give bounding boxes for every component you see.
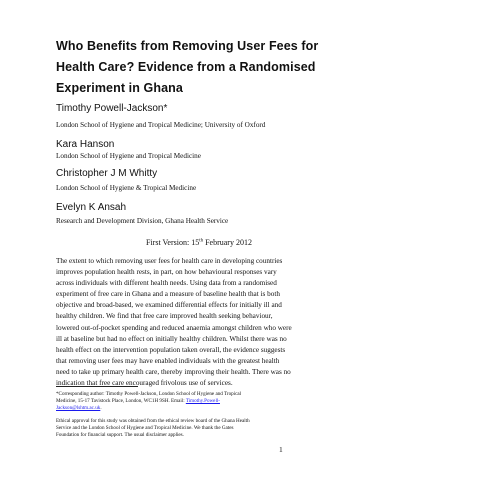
abstract xyxy=(56,256,292,389)
abstract-line: health effect on the intervention population taken overall, the evidence suggests xyxy=(56,345,286,354)
version-prefix: First Version: 15 xyxy=(146,238,200,247)
footnote-corresponding-author xyxy=(56,391,284,413)
author-affiliation: Research and Development Division, Ghana Health Service xyxy=(56,217,229,225)
abstract-line: healthy children. We find that free care improved health seeking behaviour, xyxy=(56,312,273,321)
version-suffix: February 2012 xyxy=(203,238,252,247)
version-date xyxy=(0,238,398,247)
footnote-line: Ethical approval for this study was obtained from the ethical review board of the Ghana Health xyxy=(56,418,250,424)
author-affiliation: London School of Hygiene and Tropical Medicine; University of Oxford xyxy=(56,121,266,129)
footnote-line: Service and the London School of Hygiene and Tropical Medicine. We thank the Gates xyxy=(56,425,234,432)
footnote-divider xyxy=(56,386,138,387)
abstract-line: ill at baseline but had no effect on initially healthy children. Whilst there was no xyxy=(56,334,287,343)
abstract-line: that removing user fees may have enabled individuals with the greatest health xyxy=(56,356,280,365)
footnote-line: Foundation for financial support. The usual disclaimer applies. xyxy=(56,432,184,439)
footnote-line: *Corresponding author: Timothy Powell-Jackson, London School of Hygiene and Tropical xyxy=(56,391,242,397)
author-affiliation: London School of Hygiene & Tropical Medicine xyxy=(56,184,197,192)
footnote-line xyxy=(56,405,284,412)
email-link[interactable]: Timothy.Powell- xyxy=(185,398,220,405)
abstract-line: The extent to which removing user fees for health care in developing countries xyxy=(56,257,283,265)
author-name: Kara Hanson xyxy=(56,139,115,150)
title-line: Who Benefits from Removing User Fees for xyxy=(56,39,319,53)
title-line: Experiment in Ghana xyxy=(56,81,183,95)
abstract-line: need to take up primary health care, thereby improving their health. There was no xyxy=(56,367,291,376)
author-name: Timothy Powell-Jackson* xyxy=(56,103,168,114)
footnote-text: Medicine, 15-17 Tavistock Place, London, WC1H 9SH. Email: xyxy=(56,398,186,405)
footnote-text: . xyxy=(100,405,102,412)
author-affiliation: London School of Hygiene and Tropical Medicine xyxy=(56,152,201,160)
paper-title xyxy=(56,36,356,99)
author-name: Christopher J M Whitty xyxy=(56,168,158,179)
email-link[interactable]: Jackson@lshtm.ac.uk xyxy=(56,405,101,412)
author-name: Evelyn K Ansah xyxy=(56,202,127,213)
footnote-line xyxy=(56,398,284,405)
abstract-line: experiment of free care in Ghana and a measure of baseline health that is both xyxy=(56,290,280,299)
abstract-line: indication that free care encouraged frivolous use of services. xyxy=(56,379,233,388)
title-line: Health Care? Evidence from a Randomised xyxy=(56,60,316,74)
version-superscript: th xyxy=(199,238,204,244)
page-number: 1 xyxy=(279,445,283,454)
abstract-line: across individuals with different health needs. Using data from a randomised xyxy=(56,279,277,288)
footnote-ethics xyxy=(56,418,284,440)
abstract-line: objective and broad-based, we examined differential effects for initially ill and xyxy=(56,301,282,310)
abstract-line: improves population health rests, in part, on how behavioural responses vary xyxy=(56,268,277,277)
abstract-line: lowered out-of-pocket spending and reduced anaemia amongst children who were xyxy=(56,323,292,332)
